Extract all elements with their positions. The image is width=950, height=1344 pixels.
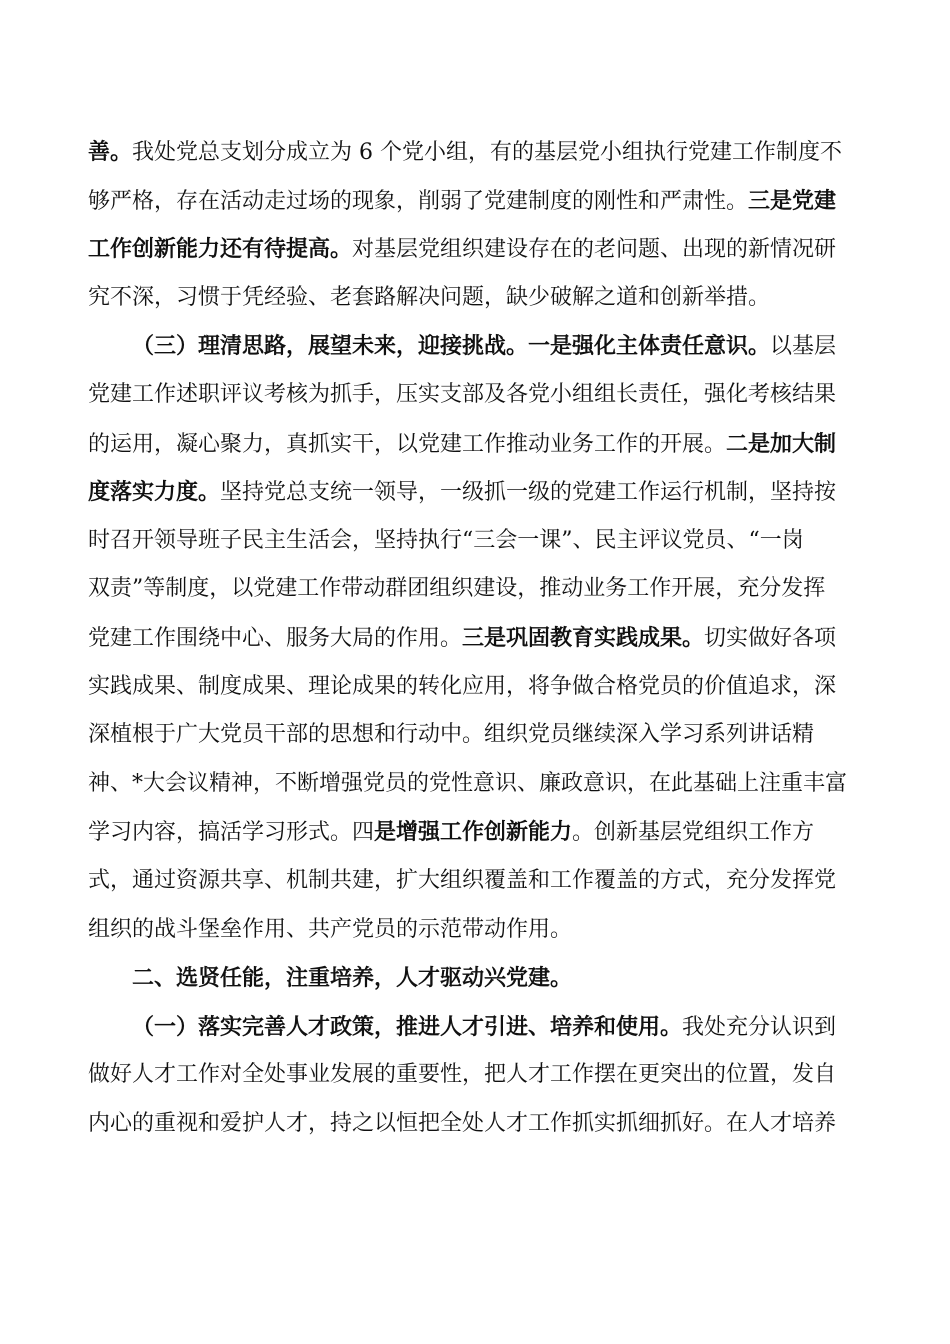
bold-text-segment: 三是党建 (748, 187, 837, 214)
text-line (88, 128, 854, 177)
text-line (88, 1100, 854, 1149)
text-segment: 双责”等制度，以党建工作带动群团组织建设，推动业务工作开展，充分发挥 (88, 576, 826, 602)
text-line (88, 1051, 854, 1100)
text-segment: 的运用，凝心聚力，真抓实干，以党建工作推动业务工作的开展。 (88, 431, 727, 457)
text-segment: 实践成果、制度成果、理论成果的转化应用，将争做合格党员的价值追求，深 (88, 673, 837, 699)
text-segment: 我处党总支划分成立为 6 个党小组，有的基层党小组执行党建工作制度不 (132, 140, 843, 165)
bold-text-segment: 工作创新能力还有待提高。 (88, 236, 353, 263)
text-segment: 究不深，习惯于凭经验、老套路解决问题，缺少破解之道和创新举措。 (88, 284, 771, 310)
text-segment: 时召开领导班子民主生活会，坚持执行“三会一课”、民主评议党员、“一岗 (88, 527, 804, 553)
text-line (88, 906, 854, 955)
text-segment: 对基层党组织建设存在的老问题、出现的新情况研 (352, 237, 837, 263)
text-segment: 深植根于广大党员干部的思想和行动中。组织党员继续深入学习系列讲话精 (88, 722, 815, 748)
text-line (88, 614, 854, 663)
text-line (88, 1003, 854, 1052)
text-line (88, 225, 854, 274)
text-line (88, 760, 854, 809)
bold-text-segment: 度落实力度。 (88, 479, 221, 506)
text-segment: 坚持党总支统一领导，一级抓一级的党建工作运行机制，坚持按 (220, 480, 837, 506)
text-segment: 做好人才工作对全处事业发展的重要性，把人才工作摆在更突出的位置，发自 (88, 1062, 837, 1088)
text-line (88, 274, 854, 323)
text-segment: 组织的战斗堡垒作用、共产党员的示范带动作用。 (88, 916, 573, 942)
text-line (88, 468, 854, 517)
text-segment: 够严格，存在活动走过场的现象，削弱了党建制度的刚性和严肃性。 (88, 188, 749, 214)
text-line (88, 954, 854, 1003)
text-segment: 。创新基层党组织工作方 (572, 820, 815, 846)
text-line (88, 663, 854, 712)
text-line (88, 371, 854, 420)
bold-text-segment: 善。 (88, 139, 133, 165)
bold-text-segment: 三是巩固教育实践成果。 (462, 624, 705, 651)
text-segment: 式，通过资源共享、机制共建，扩大组织覆盖和工作覆盖的方式，充分发挥党 (88, 867, 837, 893)
text-segment: 切实做好各项 (704, 625, 837, 651)
text-line (88, 322, 854, 371)
text-line (88, 420, 854, 469)
bold-text-segment: 二、选贤任能，注重培养，人才驱动兴党建。 (132, 965, 573, 992)
document-body (88, 128, 854, 1148)
bold-text-segment: 是增强工作创新能力 (374, 819, 573, 846)
text-line (88, 517, 854, 566)
text-segment: 学习内容，搞活学习形式。四 (88, 820, 375, 846)
text-line (88, 808, 854, 857)
text-segment: 我处充分认识到 (682, 1014, 837, 1040)
bold-text-segment: （一）落实完善人才政策，推进人才引进、培养和使用。 (132, 1013, 683, 1040)
text-segment: 神、*大会议精神，不断增强党员的党性意识、廉政意识，在此基础上注重丰富 (88, 770, 848, 796)
text-line (88, 177, 854, 226)
text-segment: 党建工作述职评议考核为抓手，压实支部及各党小组组长责任，强化考核结果 (88, 381, 837, 407)
text-line (88, 565, 854, 614)
bold-text-segment: （三）理清思路，展望未来，迎接挑战。一是强化主体责任意识。 (132, 333, 771, 360)
text-line (88, 711, 854, 760)
bold-text-segment: 二是加大制 (726, 430, 837, 457)
text-line (88, 857, 854, 906)
text-segment: 以基层 (770, 334, 837, 360)
text-segment: 党建工作围绕中心、服务大局的作用。 (88, 625, 463, 651)
text-segment: 内心的重视和爱护人才，持之以恒把全处人才工作抓实抓细抓好。在人才培养 (88, 1110, 837, 1136)
